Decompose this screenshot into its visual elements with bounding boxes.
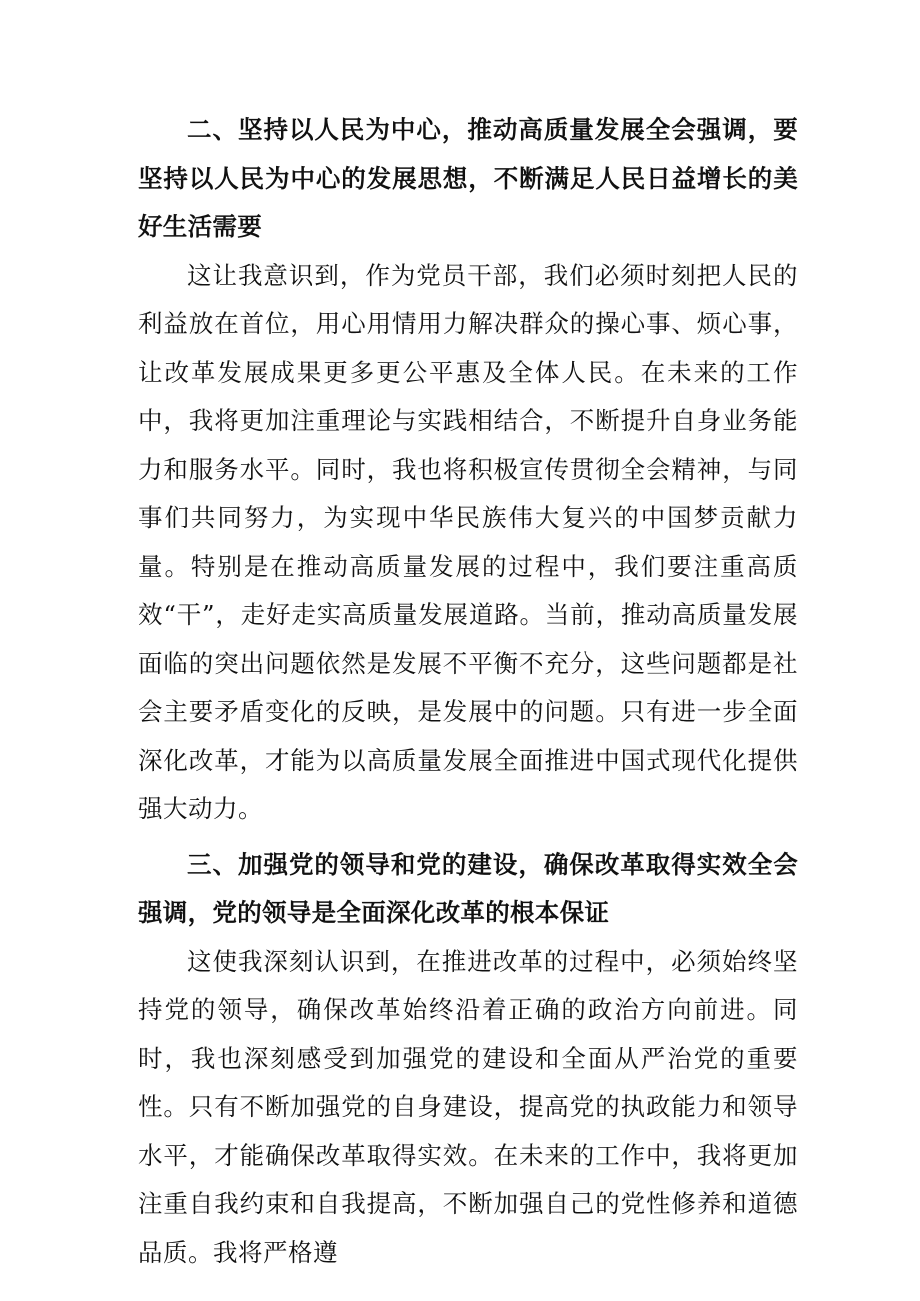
section-three-heading: 三、加强党的领导和党的建设，确保改革取得实效全会强调，党的领导是全面深化改革的根本保证: [138, 849, 798, 927]
section-two-heading: 二、坚持以人民为中心，推动高质量发展全会强调，要坚持以人民为中心的发展思想，不断满足人民日益增长的美好生活需要: [138, 115, 798, 241]
section-spacer: [138, 834, 798, 841]
section-three-paragraph: 这使我深刻认识到，在推进改革的过程中，必须始终坚持党的领导，确保改革始终沿着正确的政治方向前进。同时，我也深刻感受到加强党的建设和全面从严治党的重要性。只有不断加强党的自身建设，提高党的执政能力和领导水平，才能确保改革取得实效。在未来的工作中，我将更加注重自我约束和自我提高，不断加强自己的党性修养和道德品质。我将严格遵: [138, 946, 798, 1267]
document-body: [138, 106, 798, 1277]
section-two-paragraph: 这让我意识到，作为党员干部，我们必须时刻把人民的利益放在首位，用心用情用力解决群众的操心事、烦心事，让改革发展成果更多更公平惠及全体人民。在未来的工作中，我将更加注重理论与实践相结合，不断提升自身业务能力和服务水平。同时，我也将积极宣传贯彻全会精神，与同事们共同努力，为实现中华民族伟大复兴的中国梦贡献力量。特别是在推动高质量发展的过程中，我们要注重高质效“干”，走好走实高质量发展道路。当前，推动高质量发展面临的突出问题依然是发展不平衡不充分，这些问题都是社会主要矛盾变化的反映，是发展中的问题。只有进一步全面深化改革，才能为以高质量发展全面推进中国式现代化提供强大动力。: [138, 260, 798, 823]
